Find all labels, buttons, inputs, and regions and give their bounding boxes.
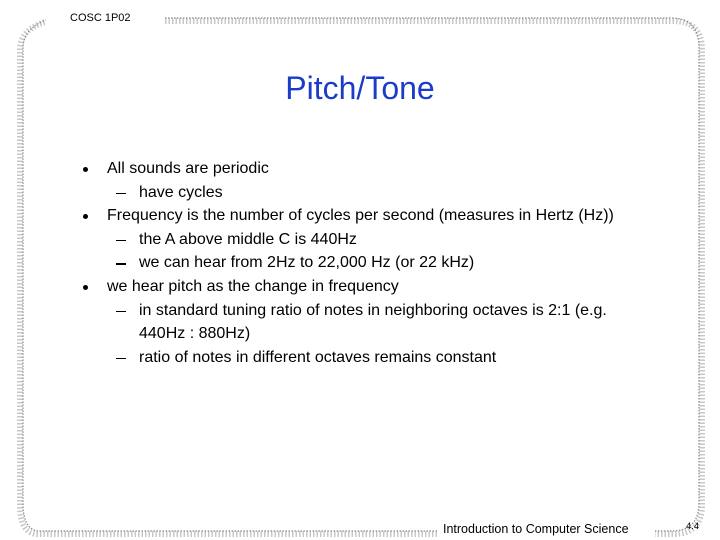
sub-bullet-text: the A above middle C is 440Hz <box>139 230 357 248</box>
bullet-text: Frequency is the number of cycles per second (measures in Hertz (Hz)) <box>107 207 614 225</box>
bullet-list <box>80 157 640 369</box>
sub-bullet-item <box>80 346 640 370</box>
sub-bullet-item <box>80 181 640 205</box>
bullet-text: we hear pitch as the change in frequency <box>107 277 399 295</box>
sub-bullet-text: in standard tuning ratio of notes in neighboring octaves is 2:1 (e.g. 440Hz : 880Hz) <box>139 301 607 343</box>
bullet-text: All sounds are periodic <box>107 160 269 177</box>
sub-bullet-item <box>80 299 640 346</box>
sub-bullet-text: have cycles <box>139 183 223 201</box>
sub-bullet-text: ratio of notes in different octaves remains constant <box>139 348 497 366</box>
sub-bullet-item <box>80 228 640 252</box>
page-number: 4.4 <box>686 521 700 532</box>
bullet-item <box>80 157 640 181</box>
sub-bullet-item <box>80 251 640 275</box>
bullet-item <box>80 204 640 228</box>
bullet-item <box>80 275 640 299</box>
footer-title: Introduction to Computer Science <box>443 522 629 536</box>
course-code: COSC 1P02 <box>70 12 131 24</box>
sub-bullet-text: we can hear from 2Hz to 22,000 Hz (or 22 kHz) <box>139 254 475 272</box>
slide-title: Pitch/Tone <box>285 70 435 106</box>
